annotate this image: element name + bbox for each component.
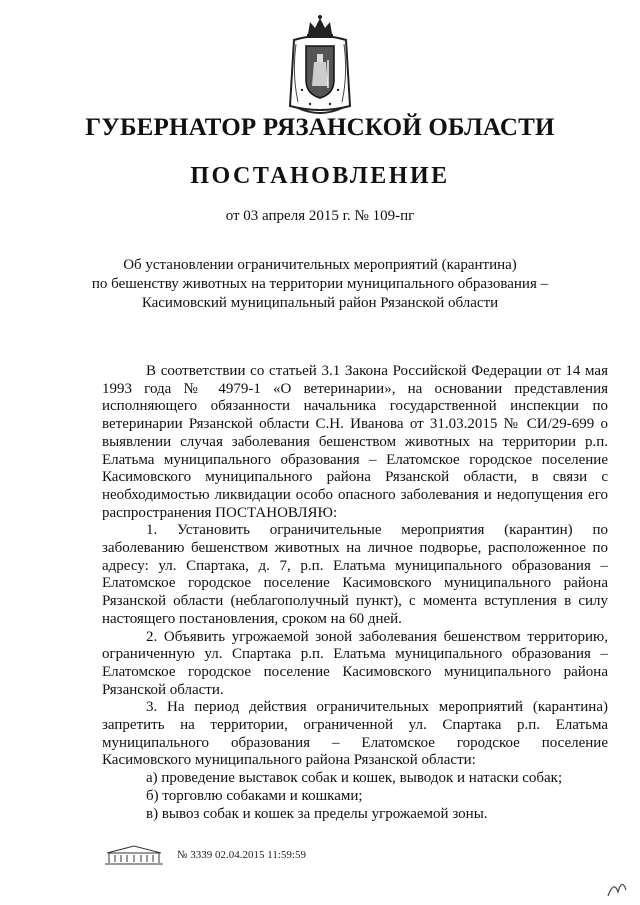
building-stamp-icon [103, 844, 165, 866]
issuer-title: ГУБЕРНАТОР РЯЗАНСКОЙ ОБЛАСТИ [85, 114, 555, 141]
subject-line: по бешенству животных на территории муниципального образования – [91, 276, 549, 292]
clause-2: 2. Объявить угрожаемой зоной заболевания бешенством территорию, ограниченную ул. Спартака р.п. Елатьма муниципального образования – Елатомское городское поселение Касимовского муниципального района Рязанской области. [102, 628, 608, 698]
clause-3: 3. На период действия ограничительных мероприятий (карантина) запретить на территории, ограниченной ул. Спартака р.п. Елатьма муниципального образования – Елатомское городское поселение Касимовского муниципального района Рязанской области: [102, 699, 608, 769]
clause-3c: в) вывоз собак и кошек за пределы угрожаемой зоны. [146, 805, 488, 822]
registration-stamp-text: № 3339 02.04.2015 11:59:59 [177, 849, 306, 861]
preamble-paragraph: В соответствии со статьей 3.1 Закона Российской Федерации от 14 мая 1993 года № 4979-1 «О ветеринарии», на основании представления исполняющего обязанности начальника государственной инспекции по ветеринарии Рязанской области С.Н. Иванова от 31.03.2015 № СИ/29-699 о выявлении случая заболевания бешенством животных на территории р.п. Елатьма муниципального образования – Елатомское городское поселение Касимовского муниципального района Рязанской области, в связи с необходимостью ликвидации особо опасного заболевания и недопущения его распространения ПОСТАНОВЛЯЮ: [102, 363, 608, 521]
subject-line: Касимовский муниципальный район Рязанской области [141, 295, 499, 311]
document-subject [60, 256, 580, 313]
coat-of-arms-emblem [284, 14, 356, 118]
clause-3a: а) проведение выставок собак и кошек, выводок и натаски собак; [146, 770, 563, 787]
document-body [102, 363, 608, 823]
document-date-number: от 03 апреля 2015 г. № 109-пг [225, 208, 415, 224]
subject-line: Об установлении ограничительных мероприятий (карантина) [123, 257, 517, 273]
corner-scribble-mark [604, 874, 630, 900]
clause-3b: б) торговлю собаками и кошками; [146, 787, 363, 804]
registration-footer [103, 844, 306, 866]
clause-1: 1. Установить ограничительные мероприятия (карантин) по заболеванию бешенством животных на личное подворье, расположенное по адресу: ул. Спартака, д. 7, р.п. Елатьма муниципального образования – Елатомское городское поселение Касимовского муниципального района Рязанской области (неблагополучный пункт), с момента вступления в силу настоящего постановления, сроком на 60 дней. [102, 522, 608, 627]
document-type: ПОСТАНОВЛЕНИЕ [190, 163, 450, 189]
